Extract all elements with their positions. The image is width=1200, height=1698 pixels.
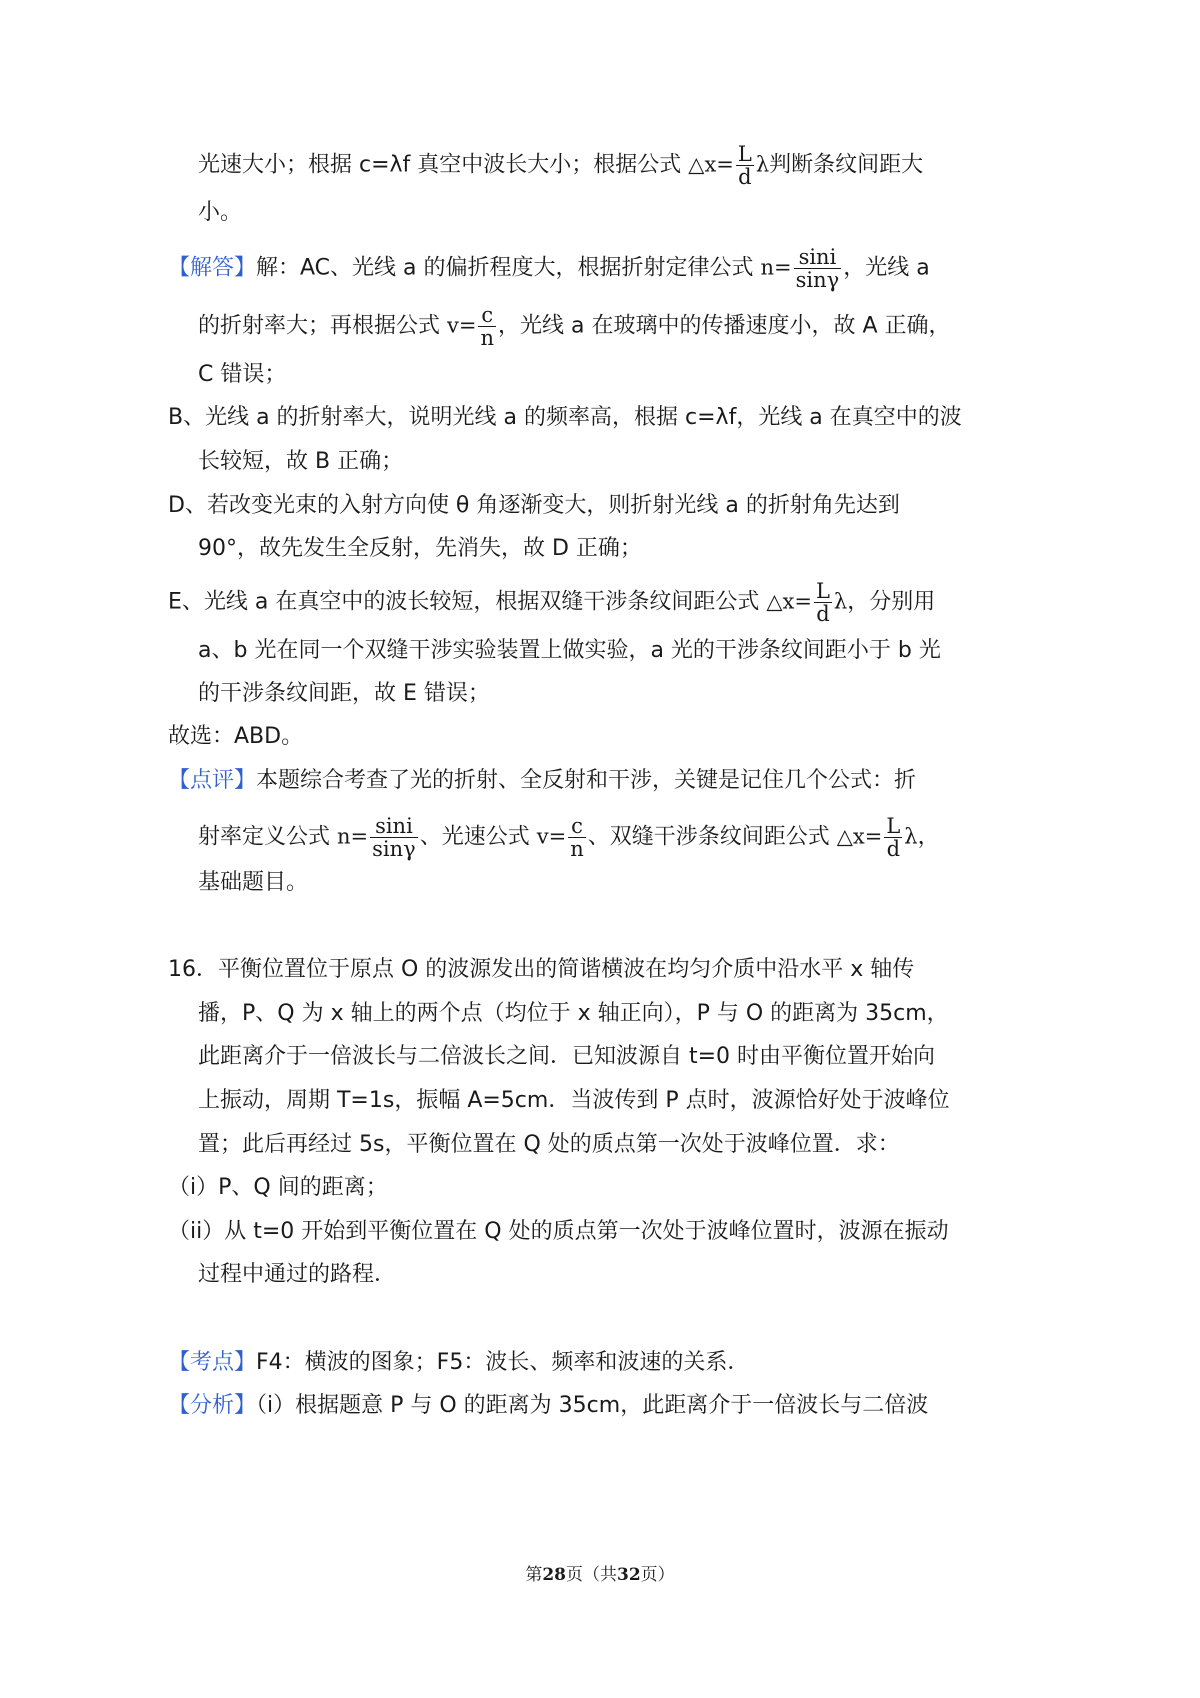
answer-line-5: 长较短，故 B 正确； (198, 449, 404, 474)
answer-line-8 (168, 580, 935, 625)
kaodian-tag: 【考点】 (168, 1350, 257, 1375)
denominator: sinγ (372, 837, 416, 861)
fraction-l-over-d (884, 815, 902, 860)
comment-line-2 (198, 815, 940, 860)
answer-line-3: C 错误； (198, 362, 287, 387)
question-16-line-3: 此距离介于一倍波长与二倍波长之间．已知波源自 t=0 时由平衡位置开始向 (198, 1044, 936, 1069)
numerator: L (886, 814, 901, 838)
question-16-line-7: （ii）从 t=0 开始到平衡位置在 Q 处的质点第一次处于波峰位置时，波源在振动 (168, 1219, 949, 1244)
numerator: L (815, 579, 830, 603)
answer-tag: 【解答】 (168, 255, 257, 281)
lambda: λ (904, 824, 918, 849)
denominator: n (480, 326, 495, 350)
question-16-line-5: 置；此后再经过 5s，平衡位置在 Q 处的质点第一次处于波峰位置．求： (198, 1132, 900, 1157)
fenxi-tag: 【分析】 (168, 1393, 257, 1418)
question-16-line-2: 播，P、Q 为 x 轴上的两个点（均位于 x 轴正向），P 与 O 的距离为 35cm， (198, 1001, 949, 1026)
numerator: L (737, 142, 752, 166)
text: ， (917, 824, 940, 850)
denominator: n (570, 837, 584, 861)
delta-x: △x= (688, 152, 734, 177)
text: ，光线 a 在玻璃中的传播速度小，故 A 正确， (498, 313, 951, 339)
answer-line-7: 90°，故先发生全反射，先消失，故 D 正确； (198, 536, 642, 561)
denominator: d (738, 165, 752, 189)
delta-x: △x= (766, 589, 812, 614)
numerator: c (478, 304, 496, 327)
text: 、双缝干涉条纹间距公式 (587, 824, 830, 850)
analysis-line-2: 小。 (198, 200, 243, 225)
fraction-l-over-d (814, 580, 832, 625)
answer-line-6: D、若改变光束的入射方向使 θ 角逐渐变大，则折射光线 a 的折射角先达到 (168, 493, 900, 518)
text: E、光线 a 在真空中的波长较短，根据双缝干涉条纹间距公式 (168, 589, 760, 615)
v-equals: v= (447, 313, 477, 338)
text: ，分别用 (847, 589, 936, 615)
fraction-sini-over-sin-gamma (370, 815, 418, 860)
denominator: d (886, 837, 901, 861)
n-equals: n= (760, 255, 792, 280)
text: 解：AC、光线 a 的偏折程度大，根据折射定律公式 (256, 255, 754, 281)
kaodian-line (168, 1348, 749, 1378)
answer-line-11: 故选：ABD。 (168, 724, 304, 749)
comment-line-3: 基础题目。 (198, 870, 309, 895)
answer-line-9: a、b 光在同一个双缝干涉实验装置上做实验，a 光的干涉条纹间距小于 b 光 (198, 638, 941, 663)
answer-line-2 (198, 304, 951, 349)
footer-text: 页） (640, 1565, 675, 1585)
answer-line-10: 的干涉条纹间距，故 E 错误； (198, 681, 490, 706)
footer-text: 第 (525, 1565, 543, 1585)
fraction-l-over-d (736, 143, 754, 188)
question-16-line-6: （i）P、Q 间的距离； (168, 1175, 388, 1200)
answer-line-1 (168, 246, 930, 291)
text: 光速大小；根据 c=λf 真空中波长大小；根据公式 (198, 152, 682, 178)
analysis-line-1 (198, 143, 923, 188)
text: ，光线 a (843, 255, 930, 281)
page-footer (0, 1560, 1200, 1585)
text: F4：横波的图象；F5：波长、频率和波速的关系． (256, 1350, 750, 1375)
answer-line-4: B、光线 a 的折射率大，说明光线 a 的频率高，根据 c=λf，光线 a 在真空中的波 (168, 405, 962, 430)
comment-line-1 (168, 766, 916, 796)
fenxi-line (168, 1391, 928, 1421)
fraction-sini-over-sin-gamma (794, 246, 842, 291)
numerator: c (568, 815, 586, 838)
lambda: λ (833, 589, 848, 614)
denominator: d (816, 602, 830, 626)
text: 射率定义公式 (198, 824, 331, 850)
question-16-line-8: 过程中通过的路程． (198, 1262, 397, 1287)
text: （i）根据题意 P 与 O 的距离为 35cm，此距离介于一倍波长与二倍波 (256, 1393, 929, 1418)
fraction-c-over-n (568, 815, 586, 860)
question-16-line-4: 上振动，周期 T=1s，振幅 A=5cm．当波传到 P 点时，波源恰好处于波峰位 (198, 1088, 950, 1113)
numerator: sini (794, 246, 842, 269)
text: 的折射率大；再根据公式 (198, 313, 441, 339)
lambda: λ (755, 152, 770, 177)
fraction-c-over-n (478, 304, 496, 349)
text: 判断条纹间距大 (769, 152, 924, 178)
comment-tag: 【点评】 (168, 768, 257, 793)
numerator: sini (370, 815, 418, 838)
page-number: 28 (542, 1565, 566, 1585)
text: 本题综合考查了光的折射、全反射和干涉，关键是记住几个公式：折 (256, 768, 917, 793)
total-pages: 32 (617, 1565, 641, 1585)
n-equals: n= (337, 824, 369, 849)
footer-text: 页（共 (566, 1565, 617, 1585)
v-equals: v= (536, 824, 567, 849)
question-16-line-1: 16．平衡位置位于原点 O 的波源发出的简谐横波在均匀介质中沿水平 x 轴传 (168, 957, 915, 982)
text: 、光速公式 (419, 824, 530, 850)
delta-x: △x= (836, 824, 883, 849)
denominator: sinγ (795, 268, 840, 292)
